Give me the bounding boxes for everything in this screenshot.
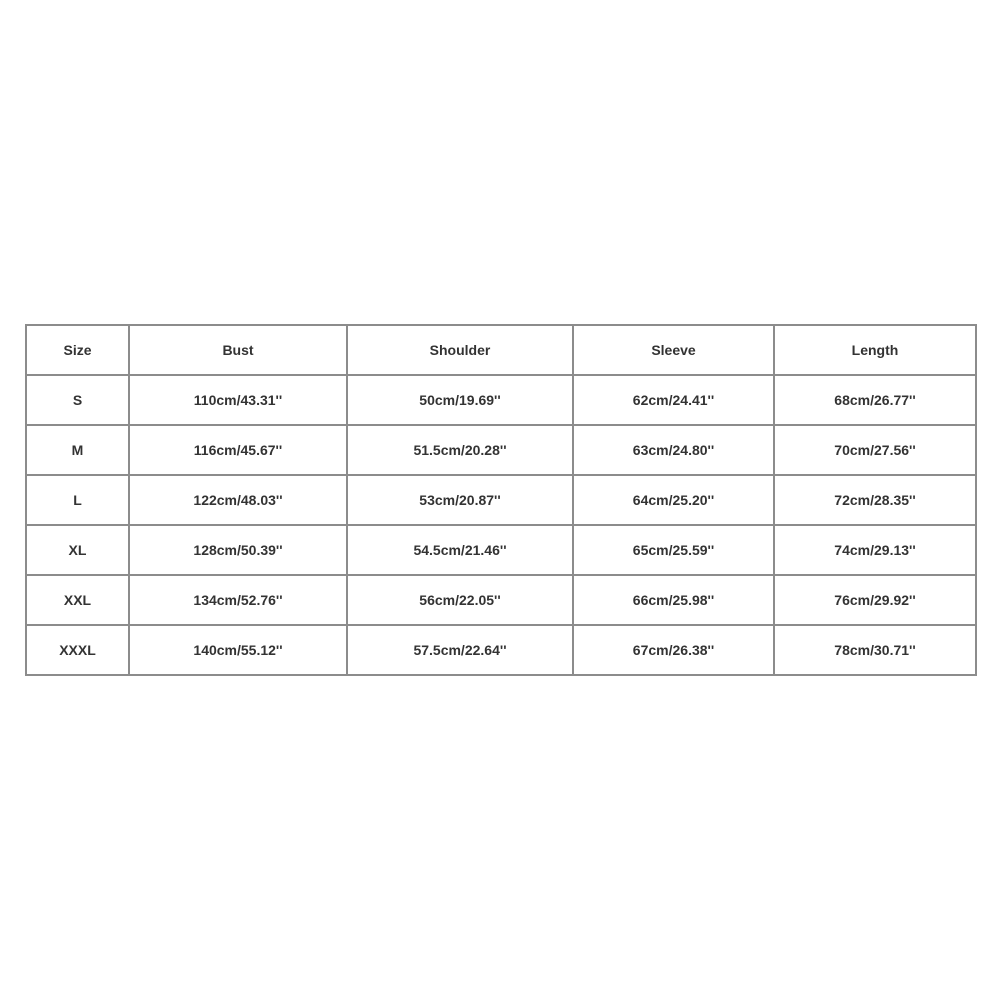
cell-length: 70cm/27.56'' — [774, 425, 976, 475]
table-row — [26, 375, 976, 425]
cell-size: XXXL — [26, 625, 129, 675]
size-chart-table — [25, 324, 977, 676]
cell-sleeve: 66cm/25.98'' — [573, 575, 774, 625]
header-size: Size — [26, 325, 129, 375]
table-row — [26, 575, 976, 625]
cell-size: XXL — [26, 575, 129, 625]
table-row — [26, 525, 976, 575]
cell-bust: 122cm/48.03'' — [129, 475, 347, 525]
cell-length: 72cm/28.35'' — [774, 475, 976, 525]
cell-bust: 110cm/43.31'' — [129, 375, 347, 425]
cell-sleeve: 65cm/25.59'' — [573, 525, 774, 575]
cell-shoulder: 50cm/19.69'' — [347, 375, 573, 425]
cell-bust: 116cm/45.67'' — [129, 425, 347, 475]
cell-shoulder: 56cm/22.05'' — [347, 575, 573, 625]
cell-sleeve: 67cm/26.38'' — [573, 625, 774, 675]
table-header-row — [26, 325, 976, 375]
cell-shoulder: 54.5cm/21.46'' — [347, 525, 573, 575]
header-length: Length — [774, 325, 976, 375]
cell-shoulder: 57.5cm/22.64'' — [347, 625, 573, 675]
cell-size: S — [26, 375, 129, 425]
cell-size: L — [26, 475, 129, 525]
header-sleeve: Sleeve — [573, 325, 774, 375]
cell-bust: 140cm/55.12'' — [129, 625, 347, 675]
header-bust: Bust — [129, 325, 347, 375]
cell-bust: 134cm/52.76'' — [129, 575, 347, 625]
cell-size: XL — [26, 525, 129, 575]
cell-sleeve: 64cm/25.20'' — [573, 475, 774, 525]
table-row — [26, 425, 976, 475]
table-row — [26, 475, 976, 525]
cell-length: 68cm/26.77'' — [774, 375, 976, 425]
cell-bust: 128cm/50.39'' — [129, 525, 347, 575]
cell-sleeve: 62cm/24.41'' — [573, 375, 774, 425]
table-row — [26, 625, 976, 675]
cell-shoulder: 51.5cm/20.28'' — [347, 425, 573, 475]
header-shoulder: Shoulder — [347, 325, 573, 375]
cell-shoulder: 53cm/20.87'' — [347, 475, 573, 525]
cell-length: 76cm/29.92'' — [774, 575, 976, 625]
cell-sleeve: 63cm/24.80'' — [573, 425, 774, 475]
cell-length: 78cm/30.71'' — [774, 625, 976, 675]
cell-size: M — [26, 425, 129, 475]
cell-length: 74cm/29.13'' — [774, 525, 976, 575]
